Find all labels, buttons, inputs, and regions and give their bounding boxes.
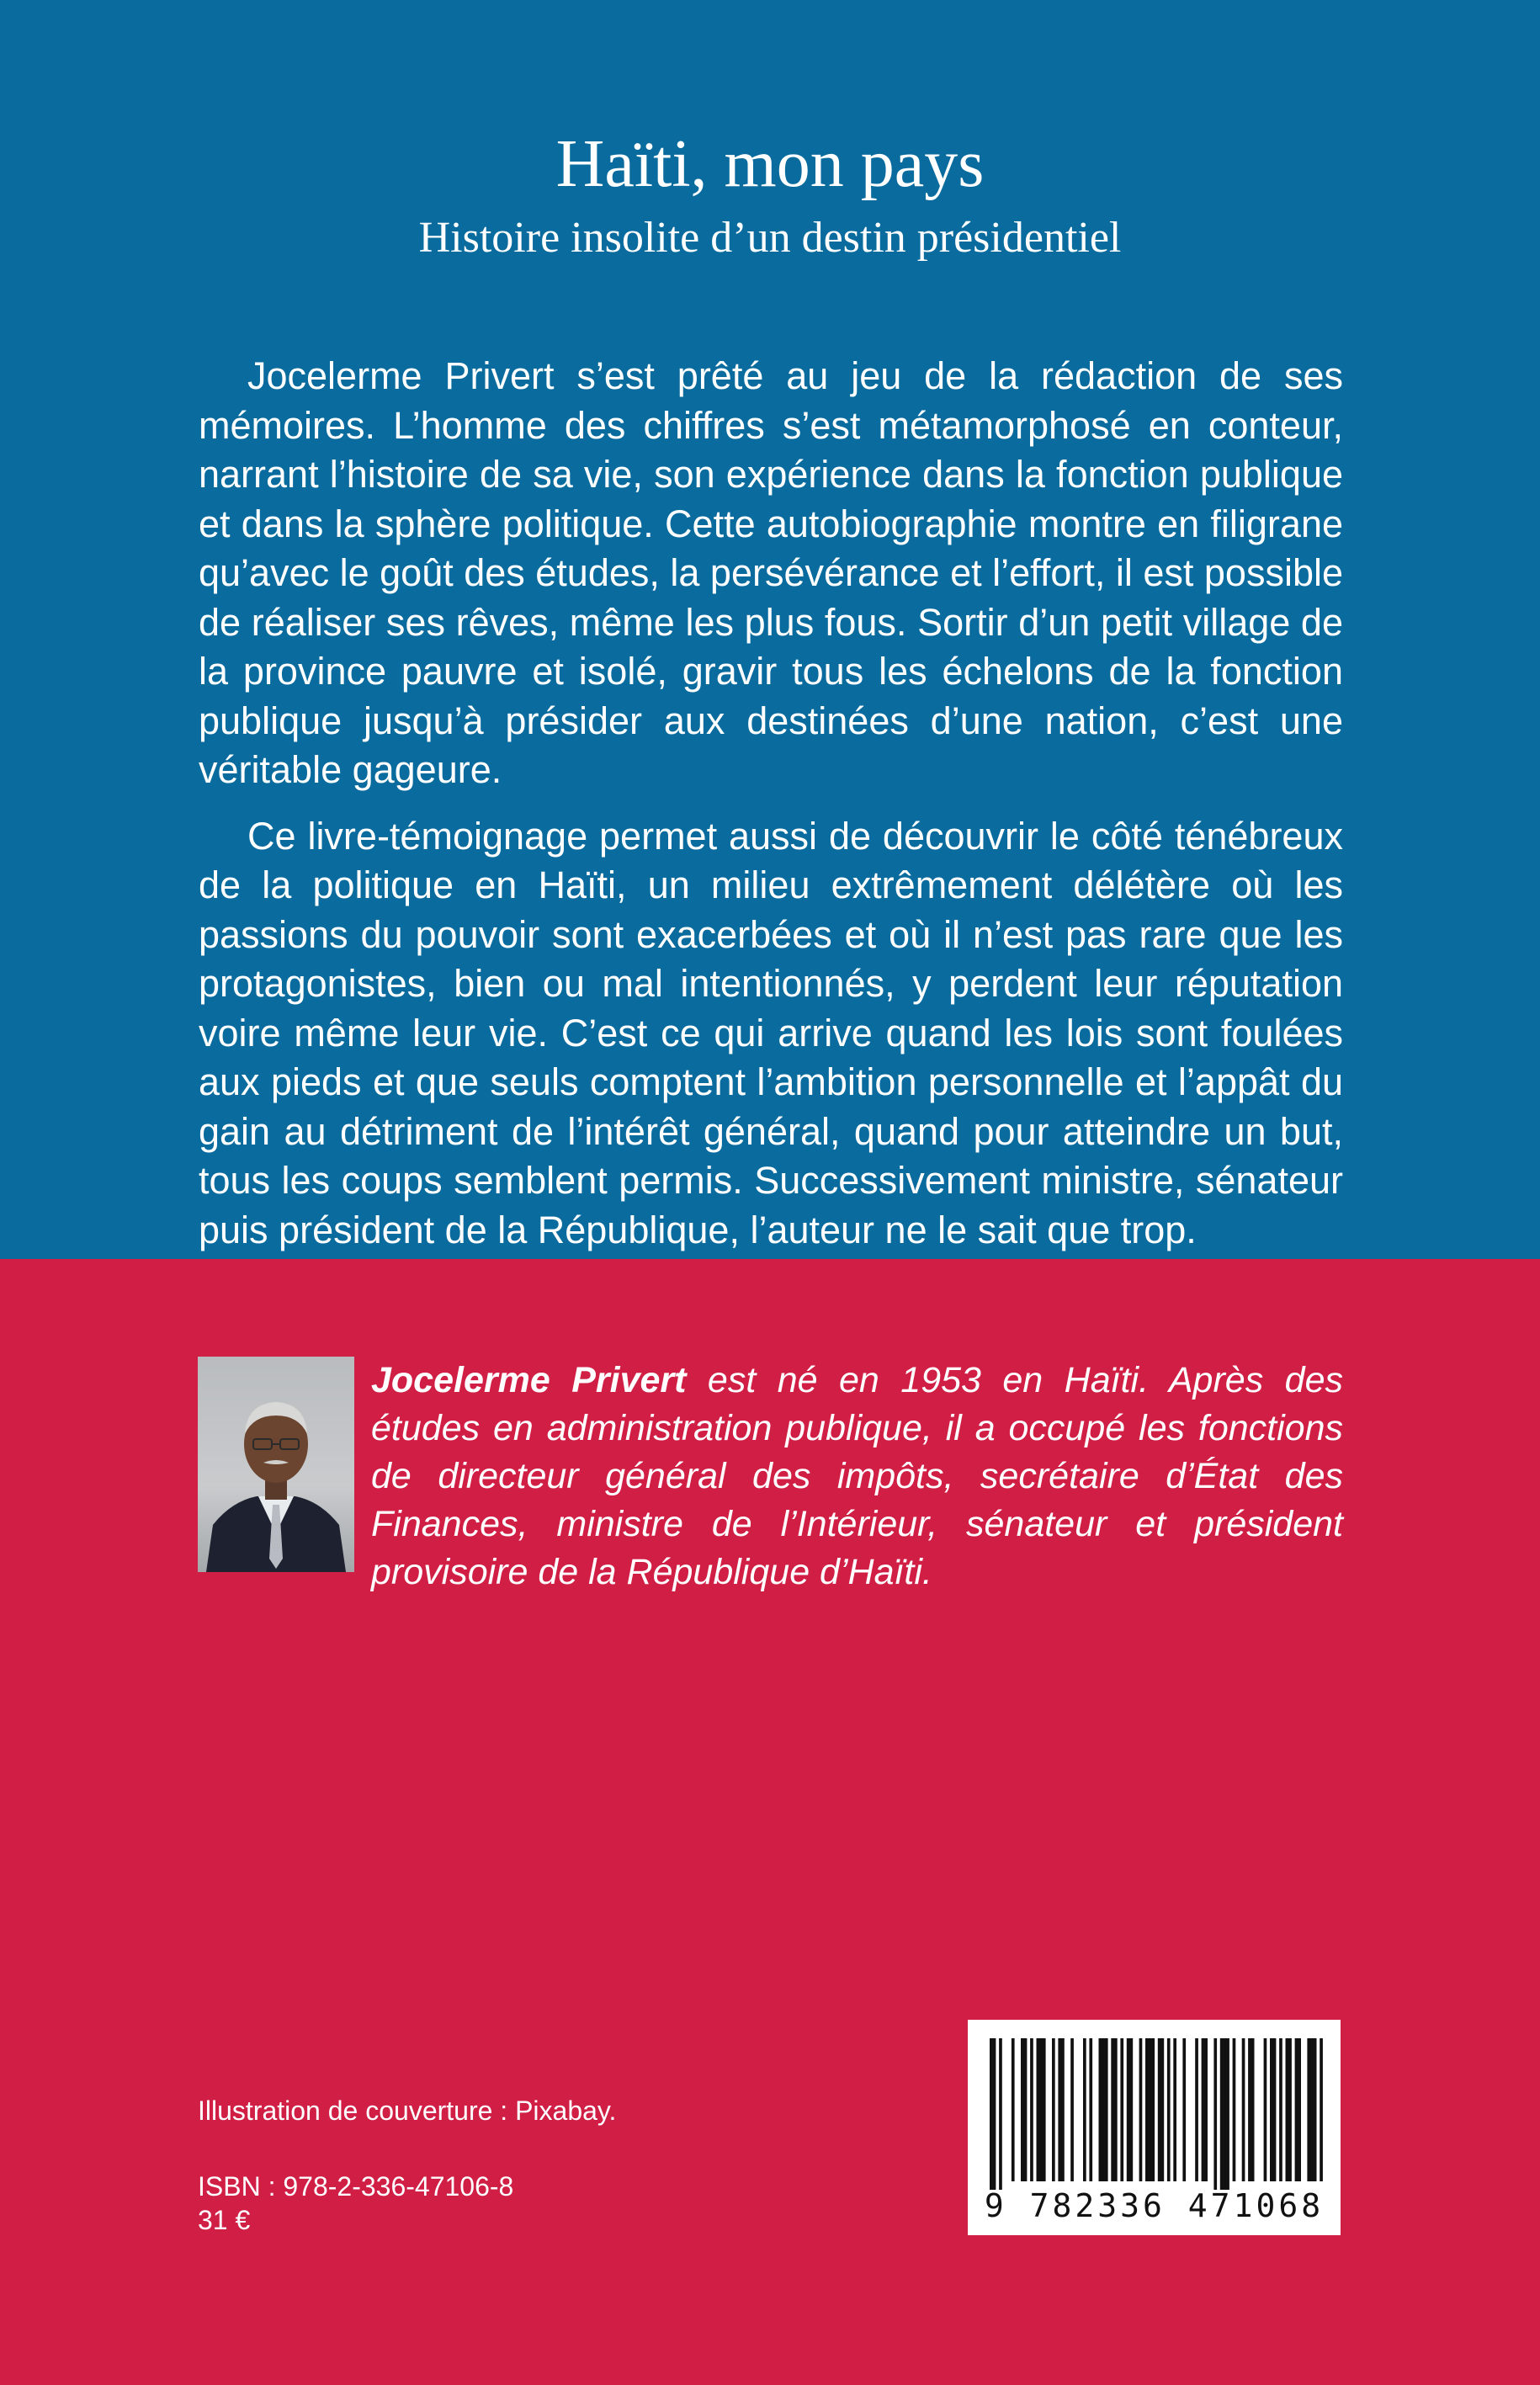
barcode-bar [1070, 2038, 1074, 2181]
barcode-bar [1167, 2038, 1171, 2181]
barcode-bar [1058, 2038, 1064, 2181]
blurb-paragraph-1: Jocelerme Privert s’est prêté au jeu de la rédaction de ses mémoires. L’homme des chiffres s’est métamorphosé en conteur, narrant l’histoire de sa vie, son expérience dans la fonction publique et dans la sphère politique. Cette autobiographie montre en filigrane qu’avec le goût des études, la persévérance et l’effort, il est possible de réaliser ses rêves, même les plus fous. Sortir d’un petit village de la province pauvre et isolé, gravir tous les échelons de la fonction publique jusqu’à présider aux destinées d’une nation, c’est une véritable gageure. [199, 354, 1343, 791]
barcode-bar [1320, 2038, 1323, 2181]
barcode-bar [1052, 2038, 1055, 2181]
barcode-bar [1037, 2038, 1046, 2181]
barcode-bar [1307, 2038, 1316, 2181]
barcode-bar [1264, 2038, 1267, 2181]
barcode-bar [1295, 2038, 1301, 2181]
barcode-bar [1089, 2038, 1092, 2181]
barcode-bar [1111, 2038, 1117, 2181]
barcode-bar [990, 2038, 996, 2190]
barcode [968, 2020, 1341, 2235]
barcode-bar [1012, 2038, 1015, 2181]
barcode-bar [1195, 2038, 1198, 2181]
barcode-bar [1233, 2038, 1236, 2181]
barcode-bar [1120, 2038, 1123, 2181]
author-name: Jocelerme Privert [371, 1360, 687, 1400]
book-title: Haïti, mon pays [555, 127, 985, 201]
blurb [199, 352, 1343, 1272]
barcode-bar [1083, 2038, 1086, 2181]
author-bio [371, 1357, 1343, 1596]
barcode-bar [1213, 2038, 1217, 2190]
barcode-bar [1248, 2038, 1254, 2181]
barcode-digits: 9 782336 471068 [984, 2187, 1325, 2224]
price: 31 € [198, 2205, 251, 2235]
barcode-bar [1139, 2038, 1143, 2181]
barcode-bar [1173, 2038, 1176, 2181]
barcode-bar [1182, 2038, 1186, 2181]
barcode-bar [1021, 2038, 1027, 2181]
barcode-bar [1030, 2038, 1033, 2181]
barcode-bar [1145, 2038, 1155, 2181]
author-photo [198, 1357, 354, 1572]
barcode-bar [1202, 2038, 1208, 2181]
barcode-bar [1270, 2038, 1276, 2181]
book-subtitle: Histoire insolite d’un destin présidentiel [418, 214, 1122, 262]
illustration-credit: Illustration de couverture : Pixabay. [198, 2096, 617, 2126]
barcode-bar [1286, 2038, 1292, 2181]
barcode-bar [1099, 2038, 1108, 2181]
barcode-bar [1127, 2038, 1133, 2181]
blurb-paragraph-2: Ce livre-témoignage permet aussi de découvrir le côté ténébreux de la politique en Haïti, un milieu extrêmement délétère où les passions du pouvoir sont exacerbées et où il n’est pas rare que les protagonistes, bien ou mal intentionnés, y perdent leur réputation voire même leur vie. C’est ce qui arrive quand les lois sont foulées aux pieds et que seuls comptent l’ambition personnelle et l’appât du gain au détriment de l’intérêt général, quand pour atteindre un but, tous les coups semblent permis. Successivement ministre, sénateur puis président de la République, l’auteur ne le sait que trop. [199, 814, 1343, 1251]
barcode-bar [1158, 2038, 1164, 2181]
barcode-bar [1279, 2038, 1282, 2181]
author-bio-text: est né en 1953 en Haïti. Après des études en administration publique, il a occupé les fonctions de directeur général des impôts, secrétaire d’État des Finances, ministre de l’Intérieur, sénateur et président provisoire de la République d’Haïti. [371, 1360, 1343, 1592]
isbn: ISBN : 978-2-336-47106-8 [198, 2171, 514, 2202]
barcode-bar [999, 2038, 1002, 2190]
barcode-bar [1242, 2038, 1245, 2181]
barcode-bar [1220, 2038, 1229, 2190]
